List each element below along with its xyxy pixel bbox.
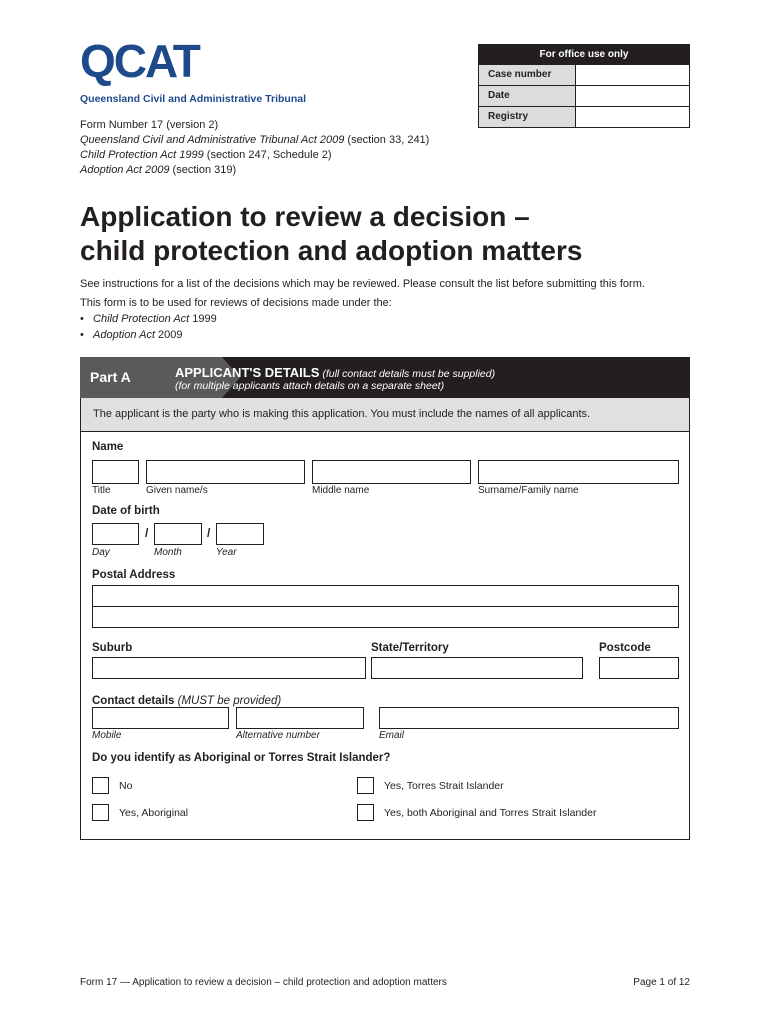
act-1-sections: (section 33, 241): [344, 134, 430, 146]
act-3-name: Adoption Act 2009: [80, 164, 170, 176]
option-aboriginal-label: Yes, Aboriginal: [119, 807, 189, 819]
bullet-1-act: Child Protection Act: [93, 313, 190, 325]
suburb-field[interactable]: [92, 657, 366, 679]
alternative-number-caption: Alternative number: [236, 730, 320, 741]
office-row-case-number: [479, 64, 689, 85]
surname-caption: Surname/Family name: [478, 485, 579, 496]
page-title: [80, 200, 700, 268]
part-a-heading-block: [175, 365, 495, 392]
registry-label: Registry: [479, 107, 576, 127]
intro-paragraph-1: See instructions for a list of the decisions which may be reviewed. Please consult the list before submitting this form.: [80, 278, 645, 290]
postcode-field[interactable]: [599, 657, 679, 679]
logo-subtitle: Queensland Civil and Administrative Tribunal: [80, 93, 306, 105]
office-row-date: [479, 85, 689, 106]
intro-bullet-2: [80, 327, 690, 343]
act-line-2: [80, 148, 429, 163]
act-2-name: Child Protection Act 1999: [80, 149, 204, 161]
dob-label: Date of birth: [92, 505, 160, 517]
dob-month-caption: Month: [154, 547, 182, 558]
option-torres-strait-label: Yes, Torres Strait Islander: [384, 780, 504, 792]
bullet-2-act: Adoption Act: [93, 329, 155, 341]
title-line-1: Application to review a decision –: [80, 201, 530, 232]
footer-page-number: Page 1 of 12: [633, 977, 690, 988]
indigenous-question: Do you identify as Aboriginal or Torres Strait Islander?: [92, 752, 391, 764]
intro-paragraph-2: This form is to be used for reviews of decisions made under the:: [80, 297, 392, 309]
office-row-registry: [479, 106, 689, 127]
qcat-logo: QCAT: [80, 35, 199, 87]
act-3-sections: (section 319): [169, 164, 237, 176]
act-2-sections: (section 247, Schedule 2): [203, 149, 332, 161]
bullet-icon: •: [80, 313, 84, 325]
intro-text: [80, 276, 690, 343]
checkbox-no[interactable]: [92, 777, 109, 794]
dob-day-field[interactable]: [92, 523, 139, 545]
part-a-heading-note: (full contact details must be supplied): [319, 368, 496, 380]
state-field[interactable]: [371, 657, 583, 679]
contact-details-note: (MUST be provided): [174, 695, 282, 707]
mobile-field[interactable]: [92, 707, 229, 729]
dob-year-field[interactable]: [216, 523, 264, 545]
applicant-notice: The applicant is the party who is making this application. You must include the names of all applicants.: [80, 398, 690, 431]
dob-day-caption: Day: [92, 547, 110, 558]
option-both-label: Yes, both Aboriginal and Torres Strait Islander: [384, 807, 597, 819]
postcode-label: Postcode: [599, 642, 651, 654]
date-label: Date: [479, 86, 576, 106]
checkbox-both[interactable]: [357, 804, 374, 821]
middle-name-caption: Middle name: [312, 485, 370, 496]
alternative-number-field[interactable]: [236, 707, 364, 729]
contact-details-label: Contact details: [92, 695, 175, 707]
middle-name-field[interactable]: [312, 460, 471, 484]
surname-field[interactable]: [478, 460, 679, 484]
form-number: Form Number 17 (version 2): [80, 119, 219, 131]
case-number-field[interactable]: [576, 65, 689, 85]
dob-separator: /: [207, 526, 211, 540]
name-label: Name: [92, 441, 124, 453]
act-line-1: [80, 133, 429, 148]
suburb-label: Suburb: [92, 642, 133, 654]
footer-form-title: Form 17 — Application to review a decision – child protection and adoption matters: [80, 977, 447, 988]
bullet-2-year: 2009: [155, 329, 183, 341]
mobile-caption: Mobile: [92, 730, 122, 741]
checkbox-torres-strait[interactable]: [357, 777, 374, 794]
applicant-details-section: [80, 431, 690, 840]
title-caption: Title: [92, 485, 111, 496]
intro-bullet-1: [80, 311, 690, 327]
part-a-heading-text: APPLICANT'S DETAILS: [175, 365, 320, 380]
option-no-label: No: [119, 780, 133, 792]
part-a-subheading: (for multiple applicants attach details on a separate sheet): [175, 380, 445, 392]
act-line-3: [80, 163, 429, 178]
email-field[interactable]: [379, 707, 679, 729]
dob-month-field[interactable]: [154, 523, 202, 545]
given-name-caption: Given name/s: [146, 485, 208, 496]
given-name-field[interactable]: [146, 460, 305, 484]
dob-year-caption: Year: [216, 547, 237, 558]
part-a-heading: [175, 365, 495, 380]
postal-address-line-1[interactable]: [92, 585, 679, 607]
dob-separator: /: [145, 526, 149, 540]
office-use-title: For office use only: [479, 45, 689, 64]
postal-address-label: Postal Address: [92, 569, 176, 581]
form-meta: [80, 118, 429, 178]
bullet-icon: •: [80, 329, 84, 341]
checkbox-aboriginal[interactable]: [92, 804, 109, 821]
date-field[interactable]: [576, 86, 689, 106]
bullet-1-year: 1999: [189, 313, 217, 325]
email-caption: Email: [379, 730, 405, 741]
title-field[interactable]: [92, 460, 139, 484]
registry-field[interactable]: [576, 107, 689, 127]
case-number-label: Case number: [479, 65, 576, 85]
part-a-header: [80, 357, 690, 398]
postal-address-line-2[interactable]: [92, 606, 679, 628]
state-label: State/Territory: [371, 642, 449, 654]
act-1-name: Queensland Civil and Administrative Tribunal Act 2009: [80, 134, 345, 146]
title-line-2: child protection and adoption matters: [80, 235, 583, 266]
part-a-label: Part A: [90, 369, 131, 385]
office-use-box: [478, 44, 690, 128]
